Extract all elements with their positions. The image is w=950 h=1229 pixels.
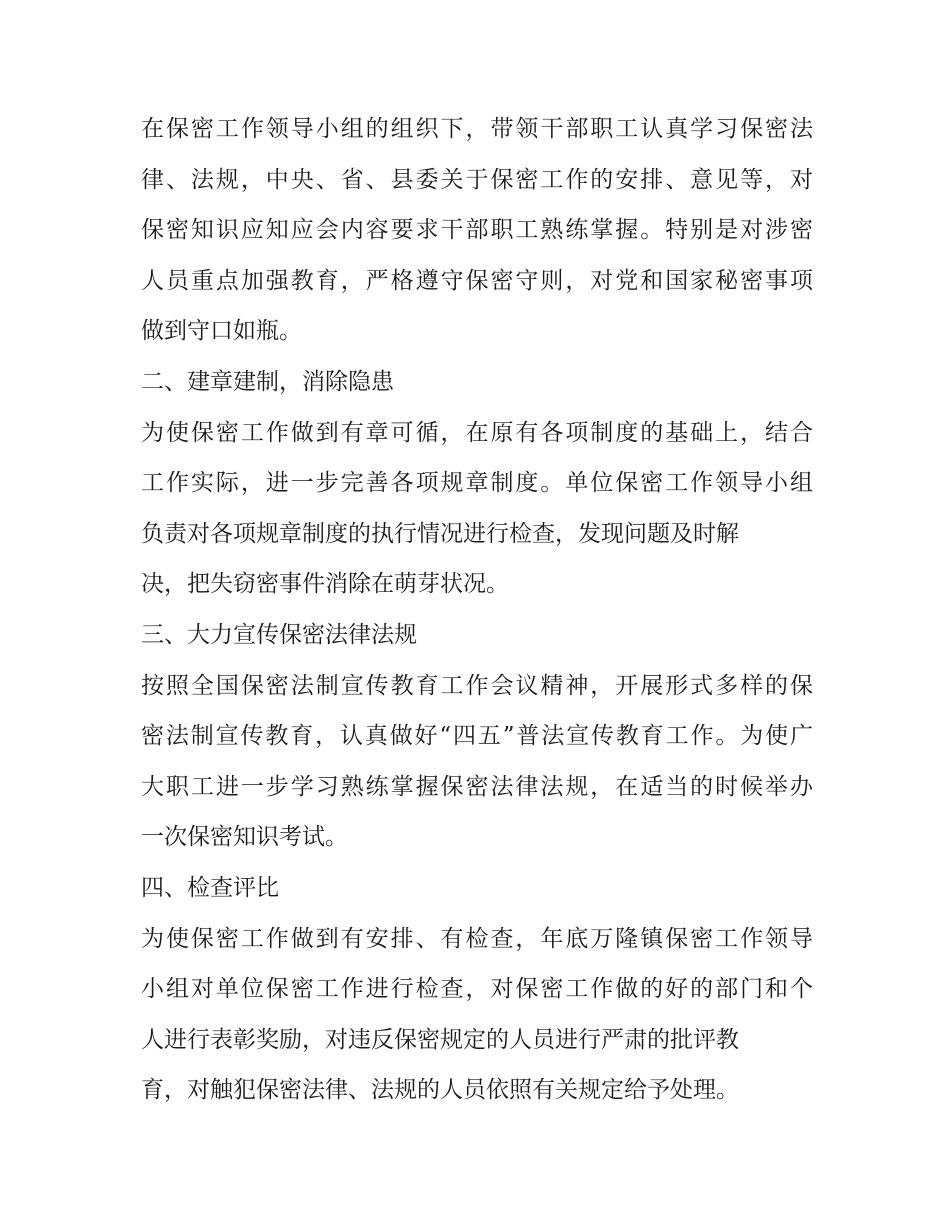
body-text-line: 育，对触犯保密法律、法规的人员依照有关规定给予处理。 [141, 1077, 739, 1104]
body-text-line: 律、法规，中央、省、县委关于保密工作的安排、意见等，对 [141, 166, 813, 193]
body-text-line: 负责对各项规章制度的执行情况进行检查，发现问题及时解 [141, 520, 739, 547]
body-text-line: 一次保密知识考试。 [141, 824, 348, 851]
body-text-line: 保密知识应知应会内容要求干部职工熟练掌握。特别是对涉密 [141, 217, 813, 244]
body-text-line: 小组对单位保密工作进行检查，对保密工作做的好的部门和个 [141, 976, 813, 1003]
body-text-line: 为使保密工作做到有安排、有检查，年底万隆镇保密工作领导 [141, 925, 813, 952]
body-text-line: 在保密工作领导小组的组织下，带领干部职工认真学习保密法 [141, 116, 813, 142]
body-text-line: 工作实际，进一步完善各项规章制度。单位保密工作领导小组 [141, 470, 813, 497]
section-heading: 二、建章建制，消除隐患 [141, 368, 394, 395]
body-text-line: 为使保密工作做到有章可循，在原有各项制度的基础上，结合 [141, 419, 813, 446]
section-heading: 四、检查评比 [141, 874, 279, 901]
body-text-line: 人员重点加强教育，严格遵守保密守则，对党和国家秘密事项 [141, 267, 813, 294]
body-text-line: 密法制宣传教育，认真做好“四五”普法宣传教育工作。为使广 [141, 723, 813, 750]
section-heading: 三、大力宣传保密法律法规 [141, 621, 417, 648]
body-text-line: 人进行表彰奖励，对违反保密规定的人员进行严肃的批评教 [141, 1026, 739, 1053]
document-body [141, 104, 813, 1116]
body-text-line: 决，把失窃密事件消除在萌芽状况。 [141, 571, 509, 598]
body-text-line: 按照全国保密法制宣传教育工作会议精神，开展形式多样的保 [141, 672, 813, 699]
body-text-line: 做到守口如瓶。 [141, 318, 302, 345]
body-text-line: 大职工进一步学习熟练掌握保密法律法规，在适当的时候举办 [141, 773, 813, 800]
